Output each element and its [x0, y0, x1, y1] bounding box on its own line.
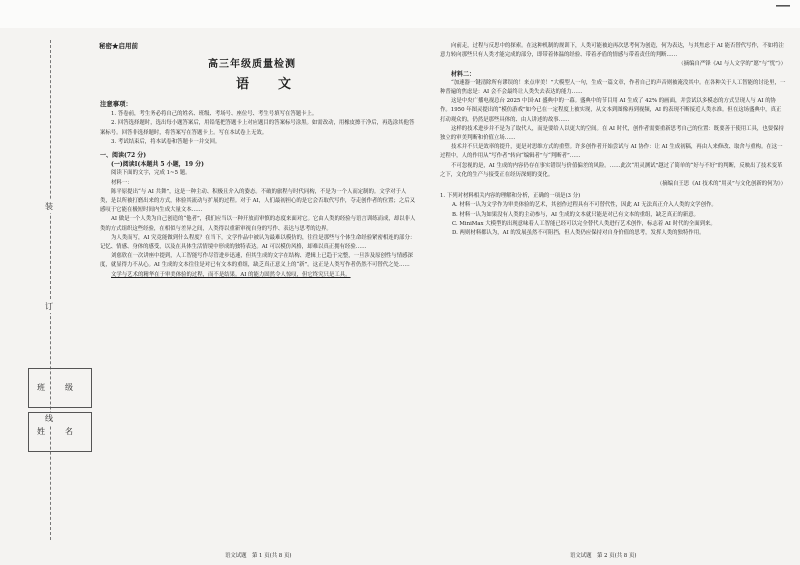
paragraph: 技术并不只是效率的提升，更是对思维方式的重塑。许多创作者开始尝试与 AI 协作：让 AI 生成初稿，再由人来修改、取舍与重构。在这一过程中，人的作用从“写作者”转向“编辑者”与“判断者”……	[440, 144, 783, 160]
note-item: 3. 考试结束后，将本试卷和答题卡一并交回。	[111, 138, 221, 145]
paragraph: 向前走，过程与反思中的探索。在这种机制的规训下，人类可能被迫再次思考何为创造，何为表达，与其焦虑于 AI 能否替代写作，不如将注意力转向那些只有人类才能完成的部分，即带着体温的经验、带着矛盾的情感与带着责任的判断……	[440, 43, 784, 59]
paragraph: 这样的技术进步并不是为了取代人，而是要给人以更大的空间。在 AI 时代，创作者需要重新思考自己的位置：既要善于使用工具，也要保持独立的审美判断和价值立场……	[440, 125, 784, 142]
class-label: 班 级	[37, 383, 79, 392]
option-a: A. 材料一认为文学作为审美体验的艺术，其创作过程具有不可替代性，因此 AI 无法真正介入人类的文学创作。	[452, 202, 717, 209]
binding-char-zhuang: 装	[45, 202, 53, 211]
name-label: 姓 名	[37, 427, 79, 436]
subsection-title: (一)阅读Ⅰ(本题共 5 小题，19 分)	[111, 161, 204, 169]
binding-char-xian: 线	[45, 414, 53, 423]
instruction: 阅读下面的文字，完成 1~5 题。	[111, 170, 191, 177]
name-box	[28, 412, 92, 452]
left-column	[100, 98, 416, 280]
top-bar	[0, 0, 800, 28]
menu-icon[interactable]	[776, 4, 790, 16]
subject-title: 语 文	[236, 77, 300, 92]
paragraph: 刘慈欣在一次讲座中提到，人工智能写作尽管进步迅速，但其生成的文字在结构、逻辑上已趋于完整，一旦涉及原创性与情感深度，就显得力不从心。AI 生成的文本往往是对已有文本的重组，缺乏真正意义上的“新”。这正是人类写作者仍然不可替代之处……	[100, 253, 413, 269]
notes-heading: 注意事项：	[100, 100, 132, 108]
option-d: D. 两则材料都认为，AI 的发展虽然不可阻挡，但人类仍应保持对自身价值的思考，发挥人类的独特作用。	[452, 230, 705, 237]
paragraph: AI 做是一个人类为自己创造的“他者”，我们应当以一种开放而审慎的态度来面对它。它由人类的经验与语言训练而成，却以非人类的方式组织这些经验，在相似与差异之间，人类得以重新审视自身的写作、表达与思考的边界。	[100, 216, 416, 232]
paragraph: 这是中央广播电视总台 2025 中国·AI 盛典中的一幕。盛典中的节目用 AI 生成了 42% 的画面，并尝试以多模态的方式呈现人与 AI 的协作。1950 年图灵提出的“模仿游戏”如今已在一定程度上被实现，从文本到图像再到视频，AI 的表现不断接近人类水准。但在这场盛典中，真正打动观众的，仍然是那些具体的、由人讲述的故事……	[440, 98, 782, 123]
paragraph: 不可忽视的是，AI 生成的内容仍存在事实错误与价值偏差的风险。……此次“用灵测试”越过了简单的“好与不好”的判断，反映出了技术变革之下，文化的生产与接受正在经历深刻的变化。	[440, 162, 783, 178]
source-citation: （摘编自王思《AI 技术的“用灵”与文化创新的何为》）	[656, 181, 786, 188]
option-b: B. 材料一认为如果没有人类的主动参与，AI 生成的文本就只能是对已有文本的重组，缺乏真正的新意。	[452, 211, 699, 218]
footer-left: 语文试题 第 1 页(共 8 页)	[225, 553, 292, 559]
note-item: 1. 答卷前，考生务必将自己的姓名、班级、考场号、座位号、考生号填写在答题卡上。	[111, 111, 318, 118]
footer-right: 语文试题 第 2 页(共 8 页)	[570, 553, 637, 559]
right-column	[440, 42, 786, 238]
note-item: 2. 回答选择题时，选出每小题答案后，用铅笔把答题卡上对应题目的答案标号涂黑。如需改动，用橡皮擦干净后，再选涂其他答案标号。回答非选择题时，将答案写在答题卡上。写在本试卷上无效。	[100, 120, 415, 136]
paragraph: 为人类而写，AI 究竟能做到什么程度？在当下，文学作品中被认为最难以模仿的，往往是那些与个体生命经验紧密相连的部分：记忆、情感、身体的感受，以及在具体生活情境中形成的独特表达。AI 可以模仿风格，却难以真正拥有经验……	[100, 234, 416, 251]
class-box	[28, 368, 92, 408]
section-title: 一、阅读(72 分)	[100, 152, 147, 160]
option-c: C. MiniMax 大模型的出现意味着人工智能已经可以完全替代人类进行艺术创作，标志着 AI 时代的全面到来。	[452, 220, 716, 227]
material2-label: 材料二：	[451, 70, 476, 78]
source-citation: （摘编自严锋《AI 与人文学的“愿”与“忧”》）	[678, 61, 786, 68]
paragraph-underlined: 文学与艺术的精华在于审美体验的过程，而不是结果。AI 的能力固然令人惊叹，但它终究只是工具。	[111, 271, 351, 278]
material1-label: 材料一：	[111, 179, 133, 186]
binding-line	[50, 40, 51, 540]
paragraph: 陈平原提出“与 AI 共舞”，这是一种主动、积极且介入的姿态。不破的旅程与时代同构，不是为一个人而定制的。文学对于人类，是以所被打磨出来的方式，体验其流动与扩展的过程。对于 AI，人们最初担心的是它会否取代写作，夺走创作者的位置；之后又感叹于它能在极短时间内生成大量文本……	[100, 188, 416, 214]
binding-char-ding: 订	[45, 302, 53, 311]
question-stem: 1. 下列对材料相关内容的理解和分析，正确的一项是(3 分)	[440, 193, 581, 200]
secret-mark: 秘密★启用前	[99, 42, 138, 50]
exam-title: 高三年级质量检测	[208, 59, 296, 70]
paragraph: “加速器一键清除所有谬误的！来点审美！”大模型人一句，生成一篇文章，作者自己的声音则被淹没其中。在各种关于人工智能的讨论里，一种普遍的焦虑是：AI 会不会最终让人类失去表达的能力……	[440, 79, 786, 96]
